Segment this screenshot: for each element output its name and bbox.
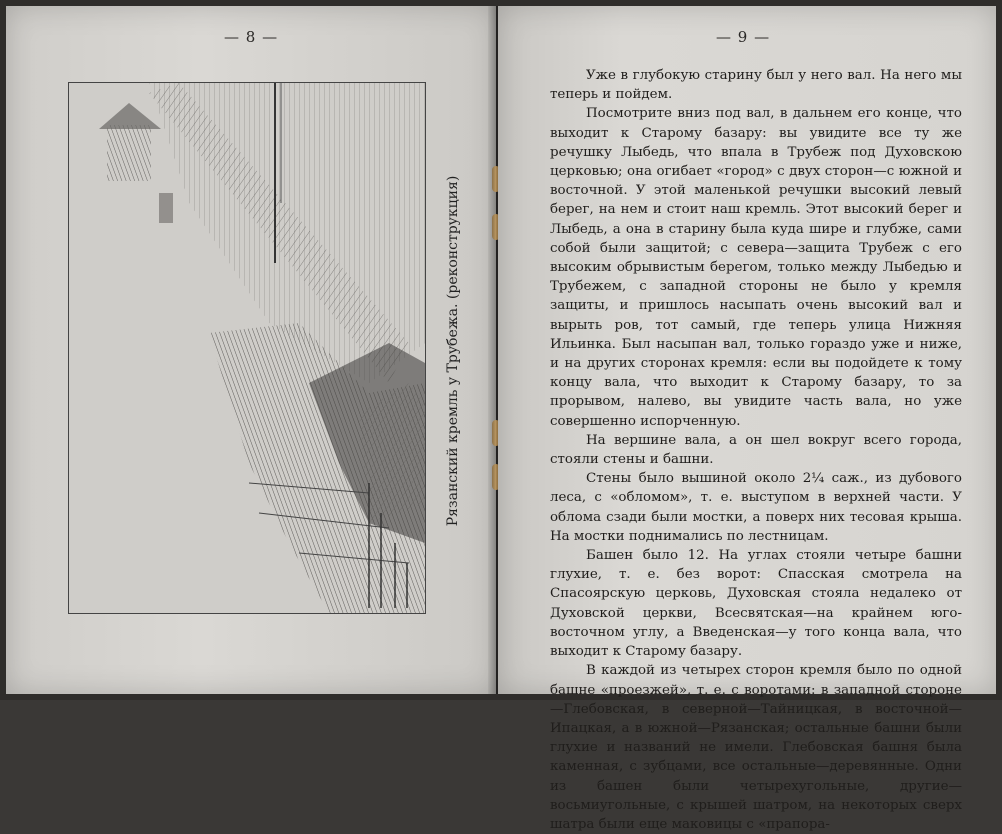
- paragraph: В каждой из четырех сторон кремля было по одной башне «проезжей», т. е. с воротами: в западной стороне—Глебовская, в северной—Тайницкая, в восточной—Ипацкая, а в южной—Рязанская; остальные башни были глухие и названий не имели. Глебовская башня была каменная, с зубцами, все остальные—деревянные. Одни из башен были четырехугольные, другие—восьмиугольные, с крышей шатром, на некоторых сверх шатра были еще маковицы с «прапора-: [550, 663, 962, 832]
- paragraph: На вершине вала, а он шел вокруг всего города, стояли стены и башни.: [550, 432, 962, 468]
- caption-text: Рязанский кремль у Трубежа. (реконструкция): [445, 175, 461, 527]
- paragraph: Башен было 12. На углах стояли четыре башни глухие, т. е. без ворот: Спасская смотрела на Спасоярскую церковь, Духовская стояла недалеко от Духовской церкви, Всесвятская—на крайнем юго-восточном углу, а Введенская—у того конца вала, что выходит к Старому базару.: [550, 548, 962, 660]
- right-page: [498, 6, 996, 832]
- page-number-right: — 9 —: [716, 28, 771, 46]
- page-number-left: — 8 —: [224, 28, 279, 46]
- body-text: [550, 66, 962, 834]
- paragraph: Стены было вышиной около 2¼ саж., из дубового леса, с «обломом», т. е. выступом в верхней части. У облома сзади были мостки, а поверх них тесовая крыша. На мостки поднимались по лестницам.: [550, 471, 962, 544]
- illustration-caption: [440, 175, 466, 527]
- engraving-image: [69, 83, 425, 613]
- left-page: [6, 6, 496, 694]
- paragraph: Уже в глубокую старину был у него вал. На него мы теперь и пойдем.: [550, 68, 962, 103]
- paragraph: Посмотрите вниз под вал, в дальнем его конце, что выходит к Старому базару: вы увидите все ту же речушку Лыбедь, что впала в Трубеж под Духовскою церковью; она огибает «город» с двух сторон—с южной и восточной. У этой маленькой речушки высокий левый берег, на нем и стоит наш кремль. Этот высокий берег и Лыбедь, а она в старину была куда шире и глубже, сами собой были защитой; с севера—защита Трубеж с его высоким обрывистым берегом, только между Лыбедью и Трубежем, с западной стороны не было у кремля защиты, и пришлось насыпать очень высокий вал и вырыть ров, тот самый, где теперь улица Нижняя Ильинка. Был насыпан вал, только гораздо уже и ниже, и на других сторонах кремля: если вы подойдете к тому концу вала, что выходит к Старому базару, то за прорывом, налево, вы увидите часть вала, но уже совершенно испорченную.: [550, 106, 962, 429]
- kremlin-illustration: [68, 82, 426, 614]
